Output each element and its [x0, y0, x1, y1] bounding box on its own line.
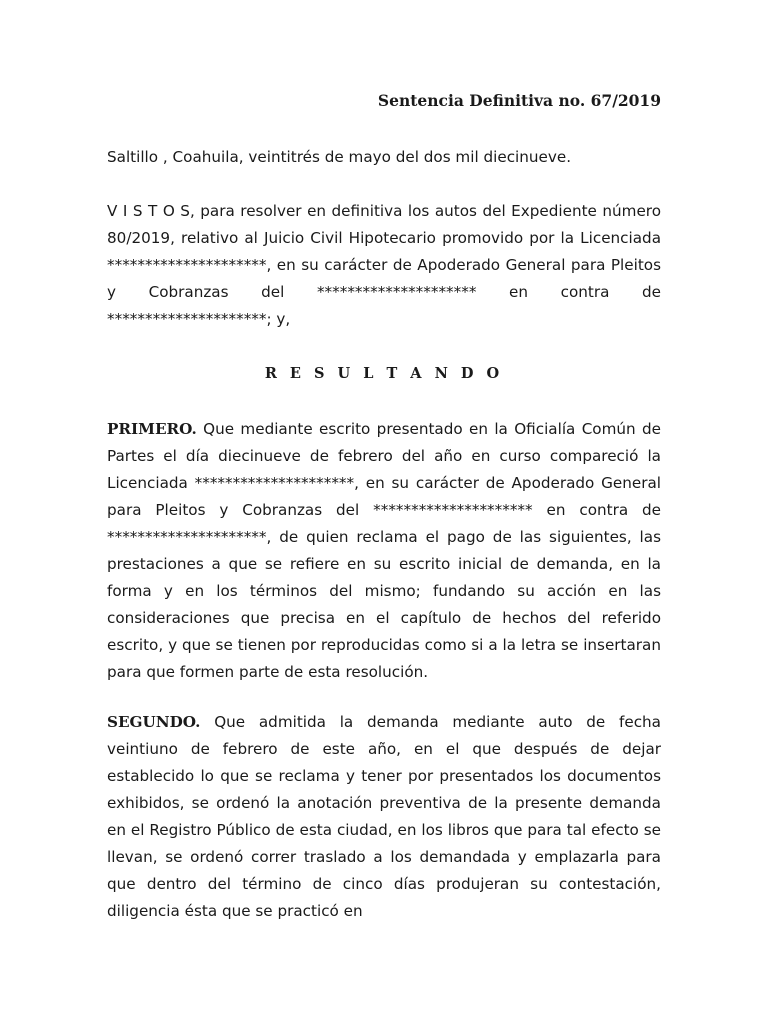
segundo-paragraph	[107, 709, 661, 925]
segundo-lead: SEGUNDO.	[107, 713, 201, 731]
primero-text: Que mediante escrito presentado en la Oficialía Común de Partes el día diecinueve de febrero del año en curso compareció la Licenciada *********************, en su carácter de Apoderado General para Pleitos y Cobranzas del ********************* en contra de *********************, de quien reclama el pago de las siguientes, las prestaciones a que se refiere en su escrito inicial de demanda, en la forma y en los términos del mismo; fundando su acción en las consideraciones que precisa en el capítulo de hechos del referido escrito, y que se tienen por reproducidas como si a la letra se insertaran para que formen parte de esta resolución.	[107, 420, 661, 681]
segundo-text: Que admitida la demanda mediante auto de fecha veintiuno de febrero de este año, en el que después de dejar establecido lo que se reclama y tener por presentados los documentos exhibidos, se ordenó la anotación preventiva de la presente demanda en el Registro Público de esta ciudad, en los libros que para tal efecto se llevan, se ordenó correr traslado a los demandada y emplazarla para que dentro del término de cinco días produjeran su contestación, diligencia ésta que se practicó en	[107, 713, 661, 920]
vistos-paragraph: V I S T O S, para resolver en definitiva los autos del Expediente número 80/2019, relativo al Juicio Civil Hipotecario promovido por la Licenciada *********************, en su carácter de Apoderado General para Pleitos y Cobranzas del ********************* en contra de *********************; y,	[107, 202, 661, 328]
primero-lead: PRIMERO.	[107, 420, 197, 438]
primero-paragraph	[107, 416, 661, 686]
document-page	[107, 88, 661, 925]
place-date-line: Saltillo , Coahuila, veintitrés de mayo del dos mil diecinueve.	[107, 148, 572, 166]
document-title: Sentencia Definitiva no. 67/2019	[377, 91, 661, 110]
section-heading: R E S U L T A N D O	[264, 365, 504, 382]
